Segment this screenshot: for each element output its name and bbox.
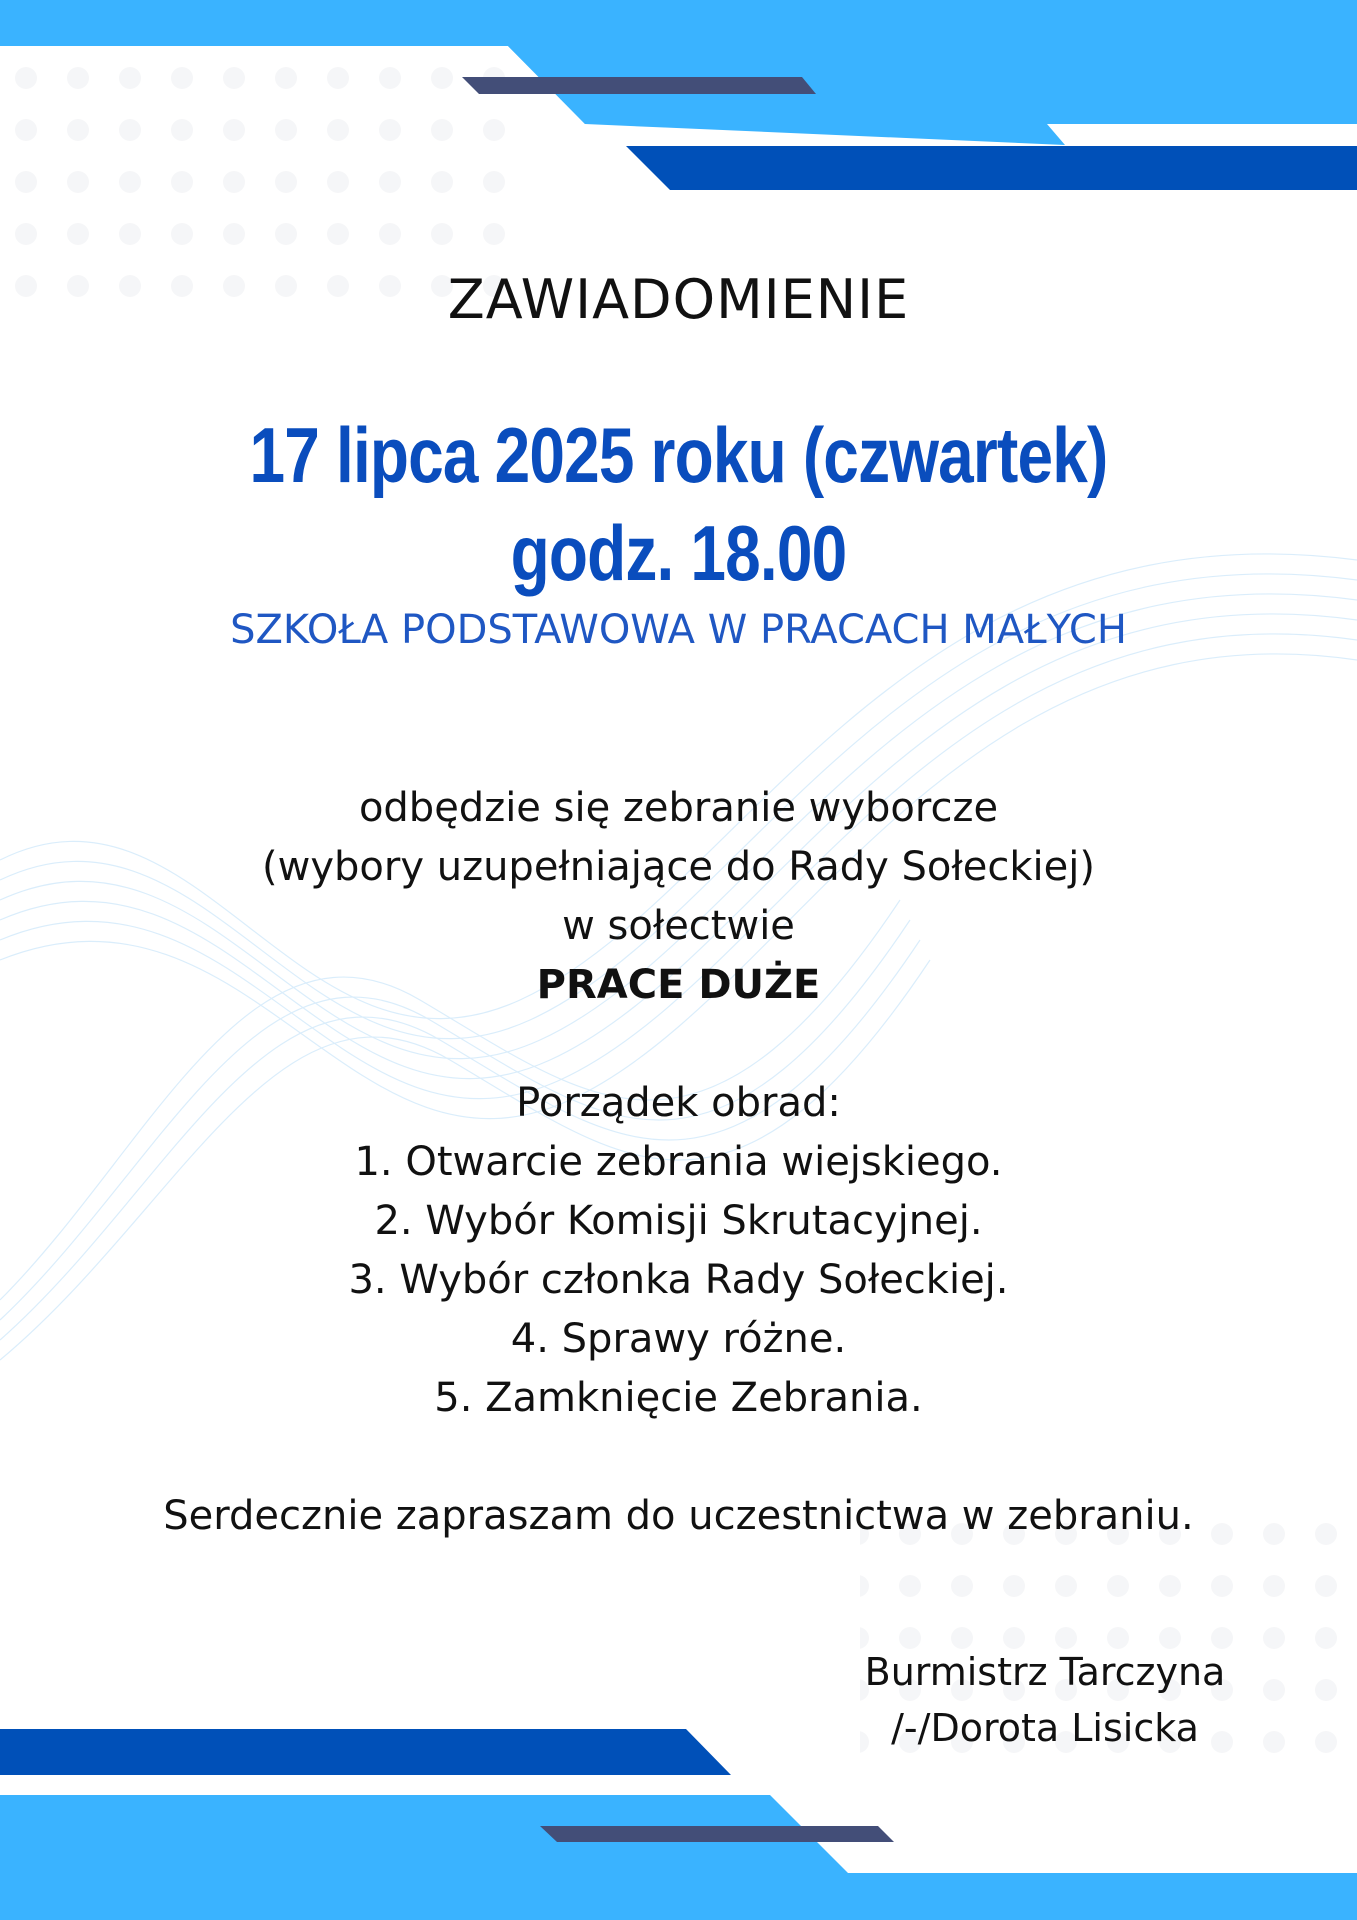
top-dark-blue-band	[626, 146, 1357, 190]
bottom-dark-blue-band	[0, 1729, 731, 1775]
body-line-3: w sołectwie	[562, 903, 795, 949]
agenda-item: 2. Wybór Komisji Skrutacyjnej.	[374, 1198, 983, 1244]
dot-pattern-top-left	[0, 60, 520, 300]
meeting-time: godz. 18.00	[510, 509, 847, 597]
agenda-item: 4. Sprawy różne.	[510, 1316, 847, 1362]
notice-title: ZAWIADOMIENIE	[447, 268, 910, 331]
bottom-light-blue-band	[0, 1795, 1357, 1920]
agenda-title: Porządek obrad:	[516, 1080, 841, 1126]
body-line-1: odbędzie się zebranie wyborcze	[358, 785, 999, 831]
body-line-2: (wybory uzupełniające do Rady Sołeckiej)	[262, 844, 1095, 890]
agenda-item: 1. Otwarcie zebrania wiejskiego.	[354, 1139, 1003, 1185]
bottom-slate-stripe	[540, 1826, 894, 1842]
meeting-date: 17 lipca 2025 roku (czwartek)	[249, 411, 1108, 499]
meeting-venue: SZKOŁA PODSTAWOWA W PRACACH MAŁYCH	[230, 607, 1127, 653]
top-slate-stripe	[462, 77, 816, 94]
signature-name: /-/Dorota Lisicka	[891, 1706, 1199, 1750]
agenda-item: 5. Zamknięcie Zebrania.	[434, 1375, 923, 1421]
signature-role: Burmistrz Tarczyna	[864, 1650, 1226, 1694]
agenda-item: 3. Wybór członka Rady Sołeckiej.	[348, 1257, 1009, 1303]
closing-invitation: Serdecznie zapraszam do uczestnictwa w zebraniu.	[163, 1493, 1194, 1539]
village-name: PRACE DUŻE	[536, 962, 821, 1008]
